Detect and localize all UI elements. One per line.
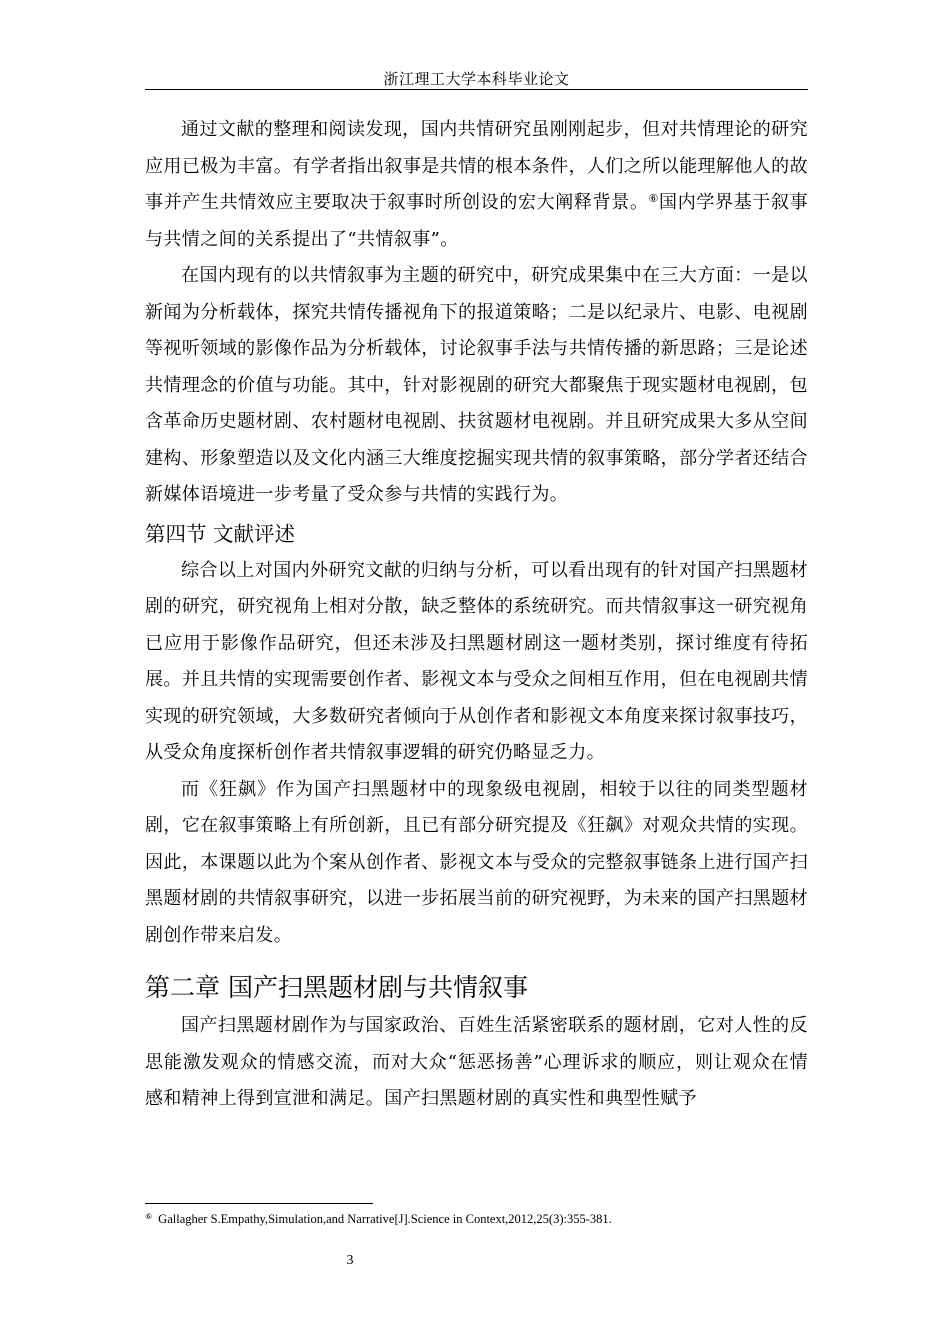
paragraph-4: 而《狂飙》作为国产扫黑题材中的现象级电视剧，相较于以往的同类型题材剧，它在叙事策略上有所创新，且已有部分研究提及《狂飙》对观众共情的实现。因此，本课题以此为个案从创作者、影视文本与受众的完整叙事链条上进行国产扫黑题材剧的共情叙事研究，以进一步拓展当前的研究视野，为未来的国产扫黑题材剧创作带来启发。 — [145, 778, 808, 946]
footnote-ref-mark[interactable]: ⑥ — [648, 192, 660, 205]
paragraph-1 — [145, 112, 808, 258]
running-header: 浙江理工大学本科毕业论文 — [383, 70, 570, 88]
header-rule — [145, 89, 808, 90]
paragraph-1-tail: 国内学界基于叙事与共情之间的关系提出了“共情叙事”。 — [145, 192, 808, 250]
chapter-heading-2: 第二章 国产扫黑题材剧与共情叙事 — [145, 973, 528, 1002]
page-number: 3 — [346, 1253, 354, 1268]
footnote-rule — [145, 1203, 373, 1204]
paragraph-5: 国产扫黑题材剧作为与国家政治、百姓生活紧密联系的题材剧，它对人性的反思能激发观众的情感交流，而对大众“惩恶扬善”心理诉求的顺应，则让观众在情感和精神上得到宣泄和满足。国产扫黑题材剧的真实性和典型性赋予 — [145, 1015, 808, 1109]
section-heading-literature-review: 第四节 文献评述 — [145, 521, 296, 546]
body-content — [145, 112, 808, 1118]
paragraph-3: 综合以上对国内外研究文献的归纳与分析，可以看出现有的针对国产扫黑题材剧的研究，研究视角上相对分散，缺乏整体的系统研究。而共情叙事这一研究视角已应用于影像作品研究，但还未涉及扫黑题材剧这一题材类别，探讨维度有待拓展。并且共情的实现需要创作者、影视文本与受众之间相互作用，但在电视剧共情实现的研究领域，大多数研究者倾向于从创作者和影视文本角度来探讨叙事技巧，从受众角度探析创作者共情叙事逻辑的研究仍略显乏力。 — [145, 559, 808, 763]
paragraph-1-text: 通过文献的整理和阅读发现，国内共情研究虽刚刚起步，但对共情理论的研究应用已极为丰富。有学者指出叙事是共情的根本条件，人们之所以能理解他人的故事并产生共情效应主要取决于叙事时所创设的宏大阐释背景。 — [145, 119, 808, 213]
footnote — [145, 1212, 612, 1227]
paragraph-2: 在国内现有的以共情叙事为主题的研究中，研究成果集中在三大方面：一是以新闻为分析载体，探究共情传播视角下的报道策略；二是以纪录片、电影、电视剧等视听领域的影像作品为分析载体，讨论叙事手法与共情传播的新思路；三是论述共情理念的价值与功能。其中，针对影视剧的研究大都聚焦于现实题材电视剧，包含革命历史题材剧、农村题材电视剧、扶贫题材电视剧。并且研究成果大多从空间建构、形象塑造以及文化内涵三大维度挖掘实现共情的叙事策略，部分学者还结合新媒体语境进一步考量了受众参与共情的实践行为。 — [145, 265, 808, 505]
footnote-text: Gallagher S.Empathy,Simulation,and Narrative[J].Science in Context,2012,25(3):355-381. — [158, 1212, 612, 1226]
footnote-mark: ⑥ — [145, 1212, 153, 1221]
